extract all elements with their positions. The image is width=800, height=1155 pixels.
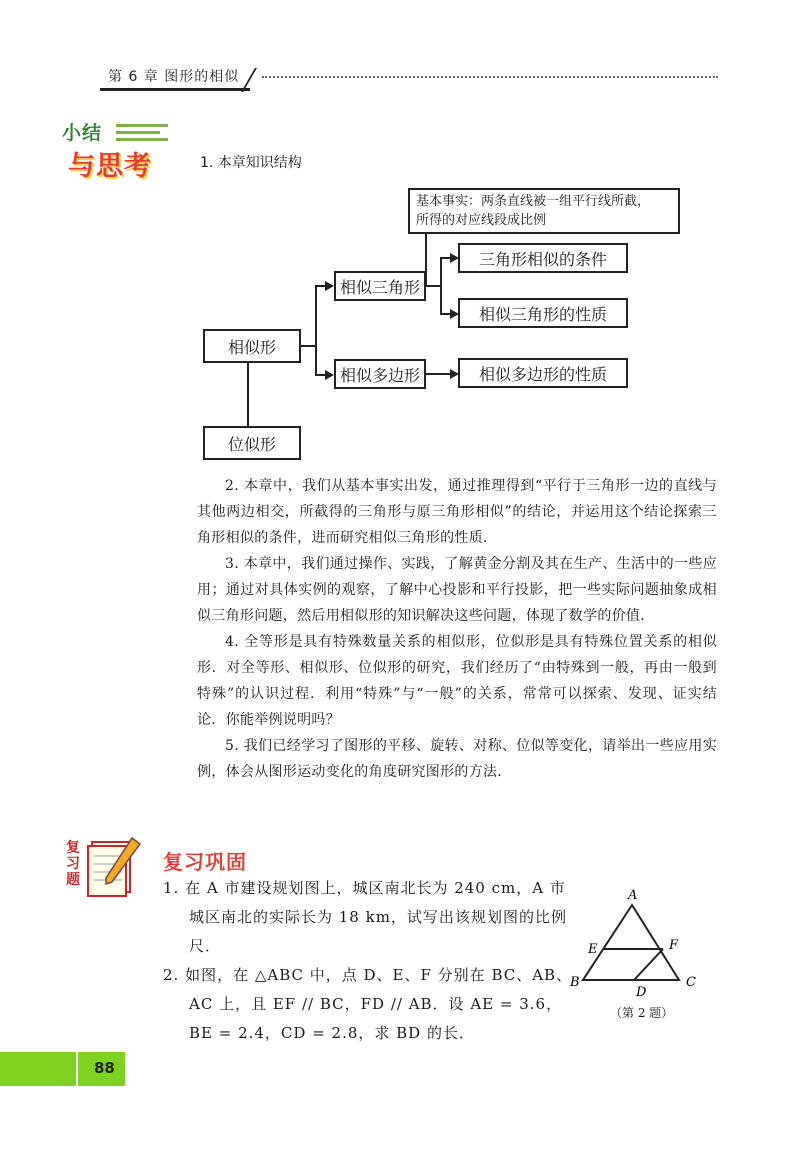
connector (440, 257, 450, 259)
page-number: 88 (94, 1059, 115, 1077)
poly-properties-label: 相似多边形的性质 (478, 364, 607, 384)
label-C: C (686, 975, 696, 990)
triangle-figure (568, 887, 718, 1027)
poly-properties-box (458, 358, 628, 388)
label-A: A (628, 888, 638, 903)
problem-item: 2. 如图，在 △ABC 中，点 D、E、F 分别在 BC、AB、AC 上，且 EF // BC，FD // AB．设 AE = 3.6，BE = 2.4，CD = 2.8，求 BD 的长． (163, 966, 573, 1042)
label-E: E (588, 942, 598, 957)
chapter-header (100, 64, 720, 94)
section-heading: 1. 本章知识结构 (200, 155, 302, 171)
connector (247, 363, 249, 427)
connector (301, 345, 316, 347)
fact-box (408, 188, 680, 234)
root-label: 相似形 (227, 337, 276, 357)
chapter-title: 第 6 章 图形的相似 (108, 69, 240, 85)
label-B: B (570, 975, 580, 990)
summary-badge (60, 118, 170, 184)
tri-conditions-box (458, 243, 628, 273)
connector (440, 313, 450, 315)
connector (426, 285, 441, 287)
paragraph: 2. 本章中，我们从基本事实出发，通过推理得到“平行于三角形一边的直线与其他两边相交，所截得的三角形与原三角形相似”的结论，并运用这个结论探索三角形相似的条件，进而研究相似三角形的性质． (197, 478, 717, 546)
triangle-diagram (568, 887, 718, 1002)
connector (440, 257, 442, 315)
connector (315, 285, 317, 375)
review-heading: 复习巩固 (163, 850, 247, 874)
triangles-label: 相似三角形 (339, 277, 420, 297)
chapter-bar (100, 64, 250, 91)
connector (315, 285, 325, 287)
fact-line-2: 所得的对应线段成比例 (416, 213, 547, 228)
problem-item: 1. 在 A 市建设规划图上，城区南北长为 240 cm，A 市城区南北的实际长为 18 km，试写出该规划图的比例尺． (163, 879, 567, 955)
root-box (203, 329, 301, 363)
label-D: D (636, 985, 647, 1000)
homothety-label: 位似形 (227, 434, 276, 454)
homothety-box (203, 426, 301, 460)
header-dotted-rule (262, 76, 718, 78)
connector (426, 373, 450, 375)
paragraph: 4. 全等形是具有特殊数量关系的相似形，位似形是具有特殊位置关系的相似形．对全等形、相似形、位似形的研究，我们经历了“由特殊到一般，再由一般到特殊”的认识过程．利用“特殊”与“一般”的关系，常常可以探索、发现、证实结论．你能举例说明吗？ (197, 634, 717, 728)
tri-conditions-label: 三角形相似的条件 (478, 249, 607, 269)
arrow-icon (325, 281, 334, 291)
figure-caption: （第 2 题） (610, 1006, 674, 1020)
badge-top-text: 小结 (62, 122, 103, 144)
review-problems (163, 874, 573, 1048)
polygons-label: 相似多边形 (339, 365, 420, 385)
badge-line (116, 131, 160, 134)
badge-bottom-text: 与思考 (68, 151, 152, 182)
label-F: F (669, 938, 679, 953)
page-band-separator (76, 1052, 78, 1086)
tri-properties-label: 相似三角形的性质 (478, 304, 607, 324)
arrow-icon (325, 370, 334, 380)
knowledge-structure-diagram (195, 185, 685, 470)
connector (315, 374, 325, 376)
paragraph: 5. 我们已经学习了图形的平移、旋转、对称、位似等变化，请举出一些应用实例，体会从图形运动变化的角度研究图形的方法． (197, 738, 717, 780)
fact-line-1: 基本事实：两条直线被一组平行线所截， (416, 194, 651, 209)
triangles-box (334, 271, 426, 301)
review-icon (66, 836, 146, 898)
review-icon-label: 复习题 (66, 840, 80, 888)
summary-paragraphs (197, 473, 717, 785)
polygons-box (334, 359, 426, 389)
badge-line (116, 138, 168, 141)
paragraph: 3. 本章中，我们通过操作、实践，了解黄金分割及其在生产、生活中的一些应用；通过对具体实例的观察，了解中心投影和平行投影，把一些实际问题抽象成相似三角形问题，然后用相似形的知识解决这些问题，体现了数学的价值． (197, 556, 717, 624)
badge-line (116, 124, 168, 127)
tri-properties-box (458, 298, 628, 328)
